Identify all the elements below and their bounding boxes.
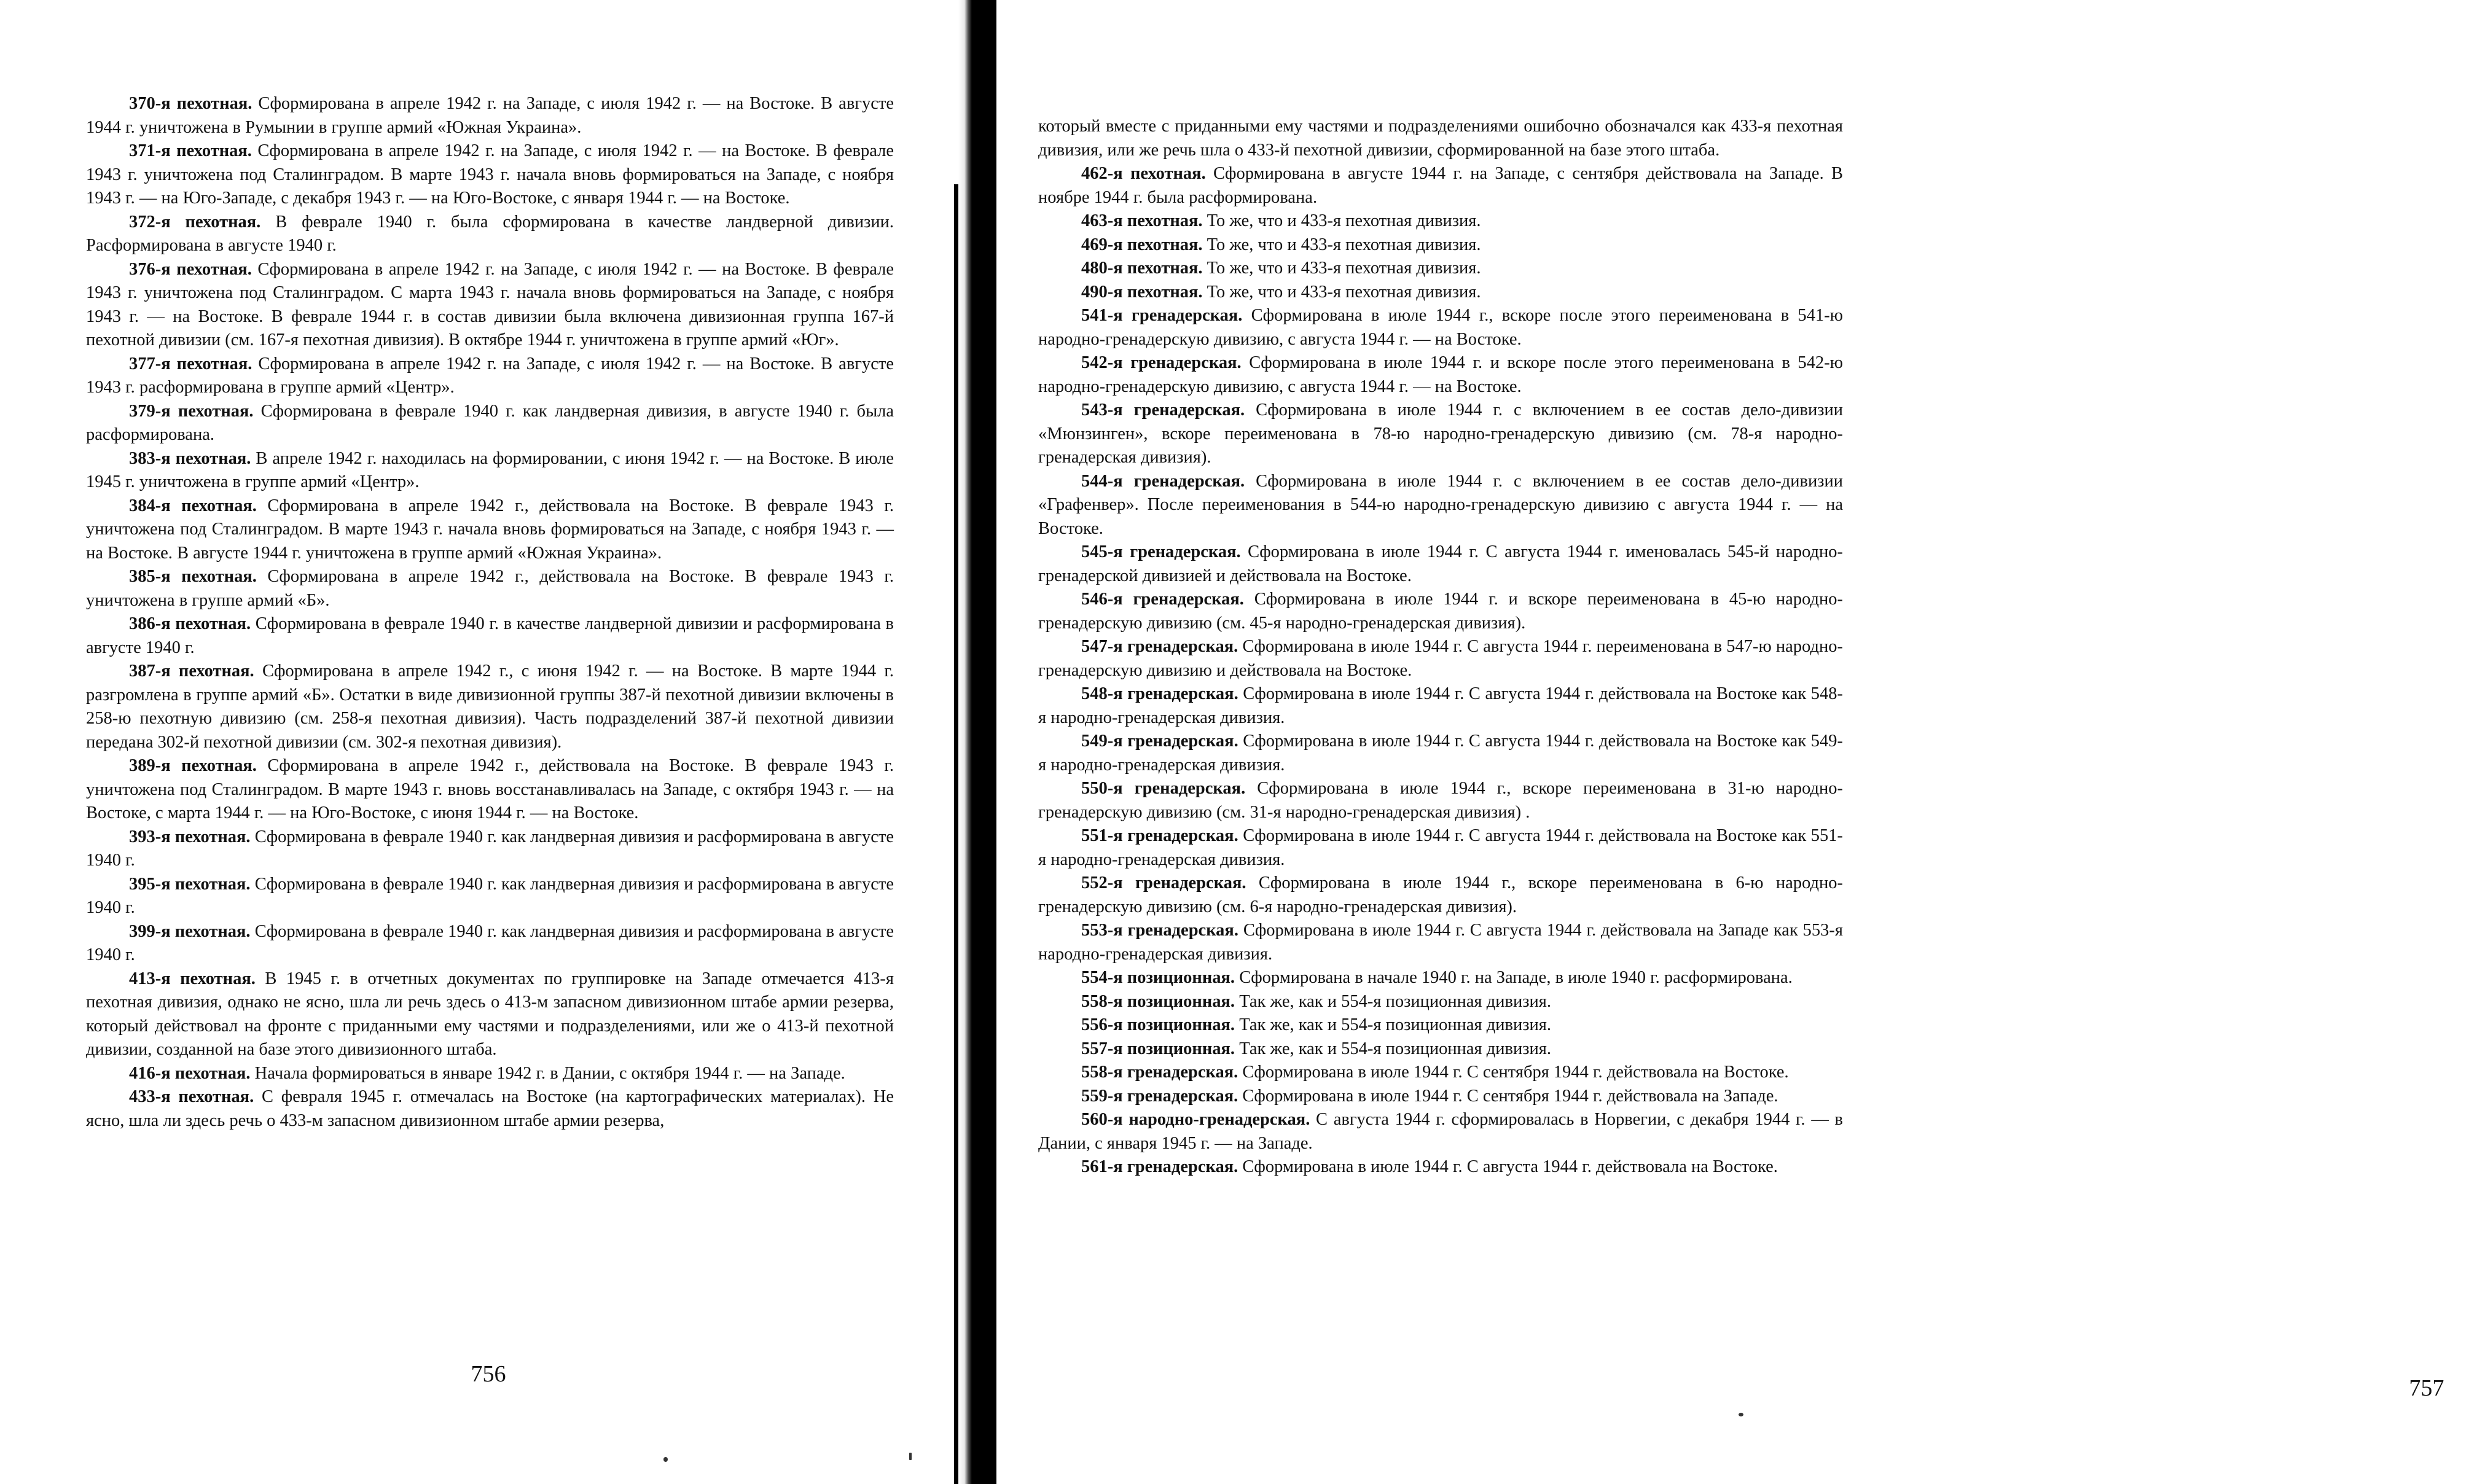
division-entry [1038, 304, 1843, 351]
division-description: Сформирована в апреле 1942 г., действовала на Востоке. В феврале 1943 г. уничтожена под Сталинградом. В марте 1943 г. начала вновь формироваться на Западе, с ноября 1943 г. — на Востоке. В августе 1944 г. уничтожена в группе армий «Южная Украина». [86, 496, 894, 563]
division-heading: 395-я пехотная. [129, 874, 251, 894]
division-heading: 372-я пехотная. [129, 212, 261, 232]
division-entry [86, 447, 894, 494]
division-entry [86, 826, 894, 873]
division-entry [1038, 777, 1843, 824]
division-entry [1038, 872, 1843, 919]
division-description: Сформирована в июле 1944 г. С августа 1944 г. именовалась 545-й народно-гренадерской дивизией и действовала на Востоке. [1038, 542, 1843, 585]
division-heading: 376-я пехотная. [129, 259, 252, 279]
division-entry [1038, 1061, 1843, 1085]
division-description: Так же, как и 554-я позиционная дивизия. [1235, 1015, 1551, 1034]
division-description: В феврале 1940 г. была сформирована в качестве ландверной дивизии. Расформирована в августе 1940 г. [86, 212, 894, 255]
division-description: Сформирована в апреле 1942 г., действовала на Востоке. В феврале 1943 г. уничтожена в группе армий «Б». [86, 567, 894, 610]
division-heading: 558-я позиционная. [1081, 991, 1235, 1011]
division-entry [1038, 1085, 1843, 1109]
division-entry [1038, 399, 1843, 470]
division-entry [86, 1085, 894, 1133]
division-description: Сформирована в июле 1944 г. и вскоре переименована в 45-ю народно-гренадерскую дивизию (см. 45-я народно-гренадерская дивизия). [1038, 590, 1843, 633]
division-heading: 544-я гренадерская. [1081, 471, 1245, 491]
division-entry [86, 1062, 894, 1086]
division-heading: 371-я пехотная. [129, 141, 252, 160]
division-entry [1038, 1037, 1843, 1061]
division-description: Сформирована в апреле 1942 г., с июня 1942 г. — на Востоке. В марте 1944 г. разгромлена в группе армий «Б». Остатки в виде дивизионной группы 387-й пехотной дивизии включены в 258-ю пехотную дивизию (см. 258-я пехотная дивизия). Часть подразделений 387-й пехотной дивизии передана 302-й пехотной дивизии (см. 302-я пехотная дивизия). [86, 662, 894, 752]
division-description: Сформирована в июле 1944 г. С сентября 1944 г. действовала на Западе. [1238, 1086, 1778, 1106]
division-heading: 547-я гренадерская. [1081, 637, 1238, 656]
division-entry [86, 920, 894, 967]
division-entry [1038, 541, 1843, 588]
division-heading: 545-я гренадерская. [1081, 542, 1241, 561]
division-entry [86, 353, 894, 400]
division-heading: 542-я гренадерская. [1081, 353, 1242, 372]
left-page [0, 0, 968, 1484]
division-heading: 370-я пехотная. [129, 94, 252, 113]
division-heading: 393-я пехотная. [129, 827, 251, 846]
division-entry [86, 92, 894, 139]
division-heading: 379-я пехотная. [129, 401, 254, 421]
division-heading: 377-я пехотная. [129, 354, 252, 373]
division-heading: 560-я народно-гренадерская. [1081, 1110, 1310, 1129]
division-entry [86, 258, 894, 353]
division-entry [86, 211, 894, 258]
division-description: Сформирована в августе 1944 г. на Западе, с сентября действовала на Западе. В ноябре 1944 г. была расформирована. [1038, 164, 1843, 207]
division-heading: 558-я гренадерская. [1081, 1063, 1238, 1082]
division-entry [86, 400, 894, 447]
division-description: Сформирована в июле 1944 г., вскоре переименована в 31-ю народно-гренадерскую дивизию (см. 31-я народно-гренадерская дивизия) . [1038, 779, 1843, 822]
division-entry [86, 139, 894, 211]
division-heading: 386-я пехотная. [129, 614, 251, 633]
division-entry [86, 565, 894, 612]
division-heading: 554-я позиционная. [1081, 968, 1235, 987]
division-heading: 490-я пехотная. [1081, 282, 1203, 302]
division-entry [1038, 824, 1843, 872]
division-heading: 561-я гренадерская. [1081, 1157, 1238, 1176]
division-heading: 549-я гренадерская. [1081, 732, 1238, 751]
division-entry [1038, 281, 1843, 305]
division-description: С августа 1944 г. сформировалась в Норвегии, с декабря 1944 г. — в Дании, с января 1945 г. — на Западе. [1038, 1110, 1843, 1153]
division-heading: 416-я пехотная. [129, 1063, 251, 1083]
division-entry [1038, 351, 1843, 399]
division-entry [1038, 635, 1843, 682]
division-description: То же, что и 433-я пехотная дивизия. [1202, 235, 1481, 254]
division-heading: 556-я позиционная. [1081, 1015, 1235, 1034]
division-description: Сформирована в апреле 1942 г. на Западе, с июля 1942 г. — на Востоке. В феврале 1943 г. уничтожена под Сталинградом. В марте 1943 г. начала вновь формироваться на Западе, с ноября 1943 г. — на Юго-Западе, с декабря 1943 г. — на Юго-Востоке, с января 1944 г. — на Востоке. [86, 141, 894, 208]
division-entry [86, 967, 894, 1062]
division-entry [1038, 966, 1843, 990]
division-entry [1038, 1108, 1843, 1155]
division-entry [86, 660, 894, 754]
division-heading: 551-я гренадерская. [1081, 826, 1238, 845]
division-heading: 469-я пехотная. [1081, 235, 1203, 254]
left-page-text [86, 92, 894, 1133]
division-heading: 541-я гренадерская. [1081, 306, 1243, 325]
division-description: Сформирована в июле 1944 г. С августа 1944 г. действовала на Западе как 553-я народно-гренадерская дивизия. [1038, 921, 1844, 964]
division-heading: 383-я пехотная. [129, 448, 251, 468]
division-description: Так же, как и 554-я позиционная дивизия. [1235, 1039, 1551, 1058]
division-heading: 389-я пехотная. [129, 756, 257, 775]
division-description: Сформирована в июле 1944 г., вскоре переименована в 6-ю народно-гренадерскую дивизию (см. 6-я народно-гренадерская дивизия). [1038, 873, 1843, 916]
division-entry [1038, 1155, 1843, 1179]
division-heading: 387-я пехотная. [129, 662, 254, 681]
scan-speck [1739, 1413, 1743, 1416]
division-entry [86, 612, 894, 660]
division-description: С февраля 1945 г. отмечалась на Востоке (на картографических материалах). Не ясно, шла ли здесь речь о 433-м запасном дивизионном штабе армии резерва, [86, 1087, 894, 1130]
division-heading: 463-я пехотная. [1081, 211, 1203, 230]
division-description: Сформирована в июле 1944 г. С августа 1944 г. действовала на Востоке как 548-я народно-гренадерская дивизия. [1038, 684, 1843, 727]
division-entry [1038, 730, 1843, 777]
division-entry [1038, 919, 1843, 966]
division-heading: 543-я гренадерская. [1081, 400, 1245, 420]
division-description: Так же, как и 554-я позиционная дивизия. [1235, 991, 1551, 1011]
right-page-number: 757 [2409, 1375, 2444, 1401]
division-heading: 553-я гренадерская. [1081, 921, 1238, 940]
division-description: Начала формироваться в январе 1942 г. в Дании, с октября 1944 г. — на Западе. [250, 1063, 845, 1083]
division-heading: 548-я гренадерская. [1081, 684, 1238, 703]
division-description: Сформирована в июле 1944 г., вскоре после этого переименована в 541-ю народно-гренадерскую дивизию, с августа 1944 г. — на Востоке. [1038, 306, 1843, 349]
division-description: Сформирована в июле 1944 г. С августа 1944 г. переименована в 547-ю народно-гренадерскую дивизию и действовала на Востоке. [1038, 637, 1844, 680]
division-description: Сформирована в феврале 1940 г. как ландверная дивизия и расформирована в августе 1940 г. [86, 827, 894, 870]
book-gutter [958, 0, 996, 1484]
division-heading: 557-я позиционная. [1081, 1039, 1235, 1058]
division-entry [1038, 990, 1843, 1014]
scan-speck [663, 1457, 668, 1462]
division-description: В 1945 г. в отчетных документах по группировке на Западе отмечается 413-я пехотная дивизия, однако не ясно, шла ли речь здесь о 413-м запасном дивизионном штабе армии резерва, который действовал на фронте с приданными ему частями и подразделениями, или же о 413-й пехотной дивизии, созданной на базе этого дивизионного штаба. [86, 969, 894, 1059]
division-description: То же, что и 433-я пехотная дивизия. [1202, 282, 1481, 302]
left-page-number: 756 [471, 1361, 506, 1387]
division-heading: 413-я пехотная. [129, 969, 256, 988]
division-heading: 550-я гренадерская. [1081, 779, 1246, 798]
division-heading: 399-я пехотная. [129, 921, 251, 941]
division-description: Сформирована в июле 1944 г. С августа 1944 г. действовала на Востоке. [1238, 1157, 1778, 1176]
division-entry [86, 873, 894, 920]
division-description: Сформирована в июле 1944 г. С августа 1944 г. действовала на Востоке как 551-я народно-гренадерская дивизия. [1038, 826, 1843, 869]
division-description: Сформирована в апреле 1942 г. на Западе, с июля 1942 г. — на Востоке. В августе 1943 г. расформирована в группе армий «Центр». [86, 354, 894, 397]
division-entry [1038, 257, 1843, 281]
division-heading: 385-я пехотная. [129, 567, 257, 586]
division-entry [1038, 682, 1843, 730]
division-description: В апреле 1942 г. находилась на формировании, с июня 1942 г. — на Востоке. В июле 1945 г. уничтожена в группе армий «Центр». [86, 448, 894, 491]
division-description: Сформирована в феврале 1940 г. как ландверная дивизия и расформирована в августе 1940 г. [86, 874, 894, 917]
division-heading: 433-я пехотная. [129, 1087, 254, 1106]
division-description: Сформирована в апреле 1942 г., действовала на Востоке. В феврале 1943 г. уничтожена под Сталинградом. В марте 1943 г. вновь восстанавливалась на Западе, с октября 1943 г. — на Востоке, с марта 1944 г. — на Юго-Востоке, с июня 1944 г. — на Востоке. [86, 756, 894, 822]
division-description: Сформирована в начале 1940 г. на Западе, в июле 1940 г. расформирована. [1235, 968, 1793, 987]
division-description: Сформирована в феврале 1940 г. в качестве ландверной дивизии и расформирована в августе 1940 г. [86, 614, 894, 657]
division-description: Сформирована в феврале 1940 г. как ландверная дивизия, в августе 1940 г. была расформирована. [86, 401, 894, 444]
division-entry [1038, 588, 1843, 635]
division-description: Сформирована в июле 1944 г. С августа 1944 г. действовала на Востоке как 549-я народно-гренадерская дивизия. [1038, 732, 1843, 775]
division-entry [86, 494, 894, 566]
division-heading: 552-я гренадерская. [1081, 873, 1246, 892]
division-description: То же, что и 433-я пехотная дивизия. [1202, 211, 1481, 230]
right-page-text [1038, 115, 1843, 1179]
division-entry [1038, 209, 1843, 233]
division-heading: 384-я пехотная. [129, 496, 257, 515]
division-entry [1038, 470, 1843, 541]
division-description: То же, что и 433-я пехотная дивизия. [1202, 259, 1481, 278]
division-description: Сформирована в феврале 1940 г. как ландверная дивизия и расформирована в августе 1940 г. [86, 921, 894, 964]
division-heading: 546-я гренадерская. [1081, 590, 1244, 609]
continuation-paragraph: который вместе с приданными ему частями и подразделениями ошибочно обозначался как 433-я пехотная дивизия, или же речь шла о 433-й пехотной дивизии, сформированной на базе этого штаба. [1038, 117, 1843, 160]
scan-speck [909, 1453, 912, 1460]
division-entry [1038, 1013, 1843, 1037]
division-description: Сформирована в июле 1944 г. С сентября 1944 г. действовала на Востоке. [1238, 1063, 1789, 1082]
division-heading: 559-я гренадерская. [1081, 1086, 1238, 1106]
division-description: Сформирована в апреле 1942 г. на Западе, с июля 1942 г. — на Востоке. В августе 1944 г. уничтожена в Румынии в группе армий «Южная Украина». [86, 94, 894, 137]
division-description: Сформирована в июле 1944 г. и вскоре после этого переименована в 542-ю народно-гренадерскую дивизию, с августа 1944 г. — на Востоке. [1038, 353, 1843, 396]
division-heading: 462-я пехотная. [1081, 164, 1206, 183]
division-entry [1038, 233, 1843, 257]
division-entry [86, 754, 894, 826]
division-description: Сформирована в июле 1944 г. с включением в ее состав дело-дивизии «Мюнзинген», вскоре переименована в 78-ю народно-гренадерскую дивизию (см. 78-я народно-гренадерская дивизия). [1038, 400, 1843, 467]
division-description: Сформирована в июле 1944 г. с включением в ее состав дело-дивизии «Графенвер». После переименования в 544-ю народно-гренадерскую дивизию с августа 1944 г. — на Востоке. [1038, 471, 1843, 538]
division-heading: 480-я пехотная. [1081, 259, 1203, 278]
division-description: Сформирована в апреле 1942 г. на Западе, с июля 1942 г. — на Востоке. В феврале 1943 г. уничтожена под Сталинградом. С марта 1943 г. начала вновь формироваться на Западе, с ноября 1943 г. — на Востоке. В феврале 1944 г. в состав дивизии была включена дивизионная группа 167-й пехотной дивизии (см. 167-я пехотная дивизия). В октябре 1944 г. уничтожена в группе армий «Юг». [86, 259, 894, 350]
division-entry [1038, 162, 1843, 209]
